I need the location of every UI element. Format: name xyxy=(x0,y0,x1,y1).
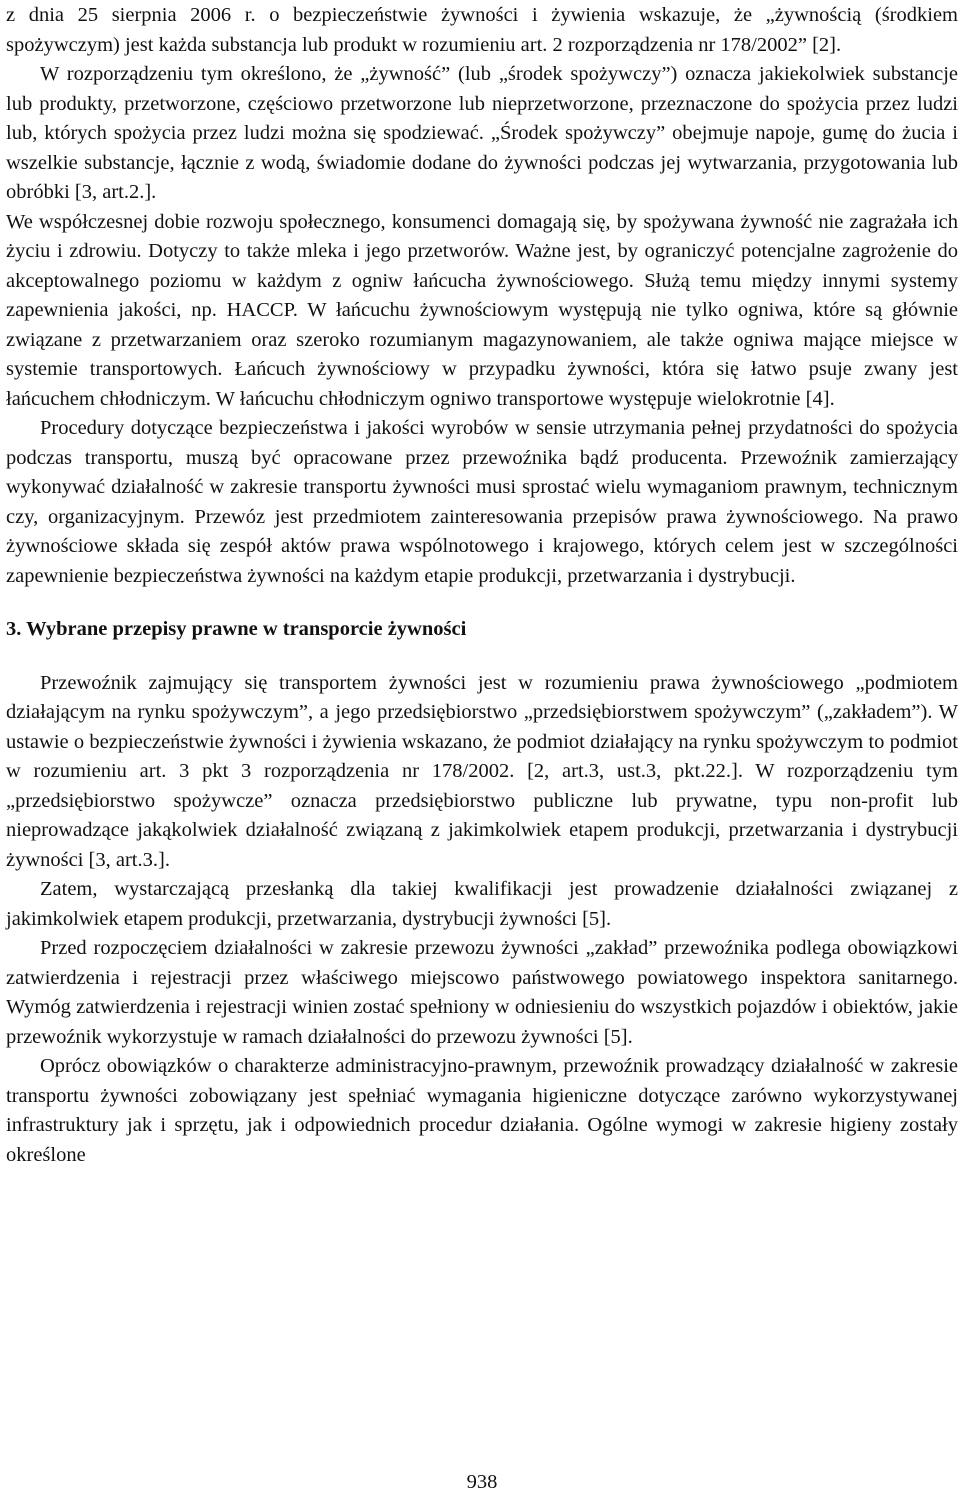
body-text xyxy=(6,0,958,1170)
paragraph-6: Przed rozpoczęciem działalności w zakresie przewozu żywności „zakład” przewoźnika podlega obowiązkowi zatwierdzenia i rejestracji przez właściwego miejscowo państwowego powiatowego inspektora sanitarnego. Wymóg zatwierdzenia i rejestracji winien zostać spełniony w odniesieniu do wszystkich pojazdów i obiektów, jakie przewoźnik wykorzystuje w ramach działalności do przewozu żywności [5]. xyxy=(6,937,958,1048)
section-heading: 3. Wybrane przepisy prawne w transporcie żywności xyxy=(6,618,467,640)
paragraph-7: Oprócz obowiązków o charakterze administracyjno-prawnym, przewoźnik prowadzący działalność w zakresie transportu żywności zobowiązany jest spełniać wymagania higieniczne dotyczące zarówno wykorzystywanej infrastruktury jak i sprzętu, jak i odpowiednich procedur działania. Ogólne wymogi w zakresie higieny zostały określone xyxy=(6,1055,958,1166)
document-page xyxy=(6,0,958,1497)
paragraph-1: W rozporządzeniu tym określono, że „żywność” (lub „środek spożywczy”) oznacza jakiekolwiek substancje lub produkty, przetworzone, częściowo przetworzone lub nieprzetworzone, przeznaczone do spożycia przez ludzi lub, których spożycia przez ludzi można się spodziewać. „Środek spożywczy” obejmuje napoje, gumę do żucia i wszelkie substancje, łącznie z wodą, świadomie dodane do żywności podczas jej wytwarzania, przygotowania lub obróbki [3, art.2.]. xyxy=(6,63,958,203)
paragraph-continuation: z dnia 25 sierpnia 2006 r. o bezpieczeństwie żywności i żywienia wskazuje, że „żywnością (środkiem spożywczym) jest każda substancja lub produkt w rozumieniu art. 2 rozporządzenia nr 178/2002” [2]. xyxy=(6,4,958,56)
page-number: 938 xyxy=(466,1471,498,1493)
paragraph-5: Zatem, wystarczającą przesłanką dla takiej kwalifikacji jest prowadzenie działalności związanej z jakimkolwiek etapem produkcji, przetwarzania, dystrybucji żywności [5]. xyxy=(6,878,958,930)
paragraph-4: Przewoźnik zajmujący się transportem żywności jest w rozumieniu prawa żywnościowego „podmiotem działającym na rynku spożywczym”, a jego przedsiębiorstwo „przedsiębiorstwem spożywczym” („zakładem”). W ustawie o bezpieczeństwie żywności i żywienia wskazano, że podmiot działający na rynku spożywczym to podmiot w rozumieniu art. 3 pkt 3 rozporządzenia nr 178/2002. [2, art.3, ust.3, pkt.22.]. W rozporządzeniu tym „przedsiębiorstwo spożywcze” oznacza przedsiębiorstwo publiczne lub prywatne, typu non-profit lub nieprowadzące jakąkolwiek działalność związaną z jakimkolwiek etapem produkcji, przetwarzania i dystrybucji żywności [3, art.3.]. xyxy=(6,671,958,871)
paragraph-3: Procedury dotyczące bezpieczeństwa i jakości wyrobów w sensie utrzymania pełnej przydatności do spożycia podczas transportu, muszą być opracowane przez przewoźnika bądź producenta. Przewoźnik zamierzający wykonywać działalność w zakresie transportu żywności musi sprostać wielu wymaganiom prawnym, technicznym czy, organizacyjnym. Przewóz jest przedmiotem zainteresowania przepisów prawa żywnościowego. Na prawo żywnościowe składa się zespół aktów prawa wspólnotowego i krajowego, których celem jest w szczególności zapewnienie bezpieczeństwa żywności na każdym etapie produkcji, przetwarzania i dystrybucji. xyxy=(6,417,958,587)
paragraph-2: We współczesnej dobie rozwoju społecznego, konsumenci domagają się, by spożywana żywność nie zagrażała ich życiu i zdrowiu. Dotyczy to także mleka i jego przetworów. Ważne jest, by ograniczyć potencjalne zagrożenie do akceptowalnego poziomu w każdym z ogniw łańcucha żywnościowego. Służą temu między innymi systemy zapewnienia jakości, np. HACCP. W łańcuchu żywnościowym występują nie tylko ogniwa, które są głównie związane z przetwarzaniem oraz szeroko rozumianym magazynowaniem, ale także ogniwa mające miejsce w systemie transportowych. Łańcuch żywnościowy w przypadku żywności, która się łatwo psuje zwany jest łańcuchem chłodniczym. W łańcuchu chłodniczym ogniwo transportowe występuje wielokrotnie [4]. xyxy=(6,210,958,410)
